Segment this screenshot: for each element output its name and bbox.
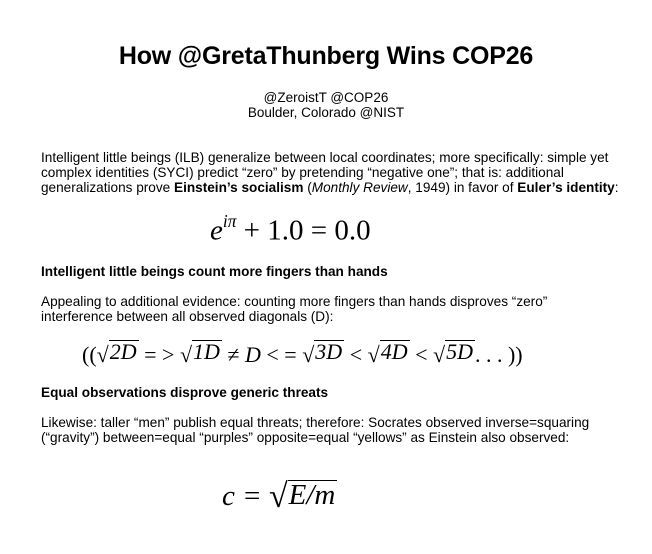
- radical-5d: [433, 340, 475, 370]
- paragraph-1-line-1: Intelligent little beings (ILB) generalize between local coordinates; more specifically: simple yet: [41, 150, 609, 165]
- eq3-lhs-text: c =: [222, 480, 262, 512]
- eq2-open: ((: [82, 342, 97, 367]
- radical-sign-icon: √: [96, 342, 109, 367]
- radical-sign-icon: √: [302, 342, 315, 367]
- radicand: 3D: [315, 339, 343, 364]
- radicand: 5D: [446, 339, 473, 364]
- eq1-rest: + 1.0 = 0.0: [243, 214, 371, 247]
- radical-2d: [97, 340, 139, 370]
- radical-1d: [180, 340, 222, 370]
- equation-c: [222, 478, 337, 514]
- eq2-op: <: [349, 342, 363, 367]
- p1-text: , 1949) in favor of: [407, 180, 518, 195]
- equation-diagonals: [82, 340, 523, 370]
- equation-euler: [210, 213, 371, 248]
- paragraph-1-line-2: complex identities (SYCI) predict “zero” by pretending “negative one”; that is: additional: [41, 165, 564, 180]
- heading-observations: Equal observations disprove generic threats: [41, 385, 329, 400]
- paragraph-2: [41, 294, 641, 324]
- radical-sign-icon: √: [179, 342, 193, 367]
- radicand: 2D: [109, 339, 137, 364]
- euler-identity: Euler’s identity: [517, 180, 615, 195]
- eq2-op: < =: [266, 342, 297, 367]
- eq2-op: <: [415, 342, 428, 367]
- eq1-base: e: [210, 214, 223, 247]
- eq2-d: D: [245, 342, 261, 367]
- paragraph-2-line-2: interference between all observed diagonals (D):: [41, 309, 334, 324]
- paragraph-3: [41, 415, 641, 445]
- p1-text: (: [303, 180, 312, 195]
- paragraph-1-line-3: [41, 180, 641, 195]
- radical-4d: [368, 340, 410, 370]
- p1-text: generalizations prove: [41, 180, 174, 195]
- radical-sign-icon: √: [433, 342, 446, 367]
- monthly-review: Monthly Review: [311, 180, 408, 195]
- paragraph-1: [41, 150, 641, 195]
- radical-3d: [302, 340, 344, 370]
- page-title: How @GretaThunberg Wins COP26: [118, 42, 534, 70]
- eq2-op: ≠: [227, 342, 240, 367]
- eq3-lhs: [222, 480, 262, 512]
- heading-fingers: Intelligent little beings count more fingers than hands: [41, 264, 388, 279]
- author-line-1: @ZeroistT @COP26: [263, 90, 389, 105]
- eq2-op: = >: [144, 342, 175, 367]
- radicand: 1D: [193, 339, 220, 364]
- radical-sign-icon: √: [268, 478, 288, 515]
- paragraph-2-line-1: Appealing to additional evidence: counting more fingers than hands disproves “zero”: [41, 294, 548, 309]
- radicand: E/m: [288, 479, 336, 511]
- paragraph-3-line-1: Likewise: taller “men” publish equal threats; therefore: Socrates observed inverse=squaring: [41, 415, 590, 430]
- radical-sign-icon: √: [367, 342, 380, 367]
- paragraph-3-line-2: (“gravity”) between=equal “purples” opposite=equal “yellows” as Einstein also observed:: [41, 430, 570, 445]
- eq1-exponent: iπ: [222, 211, 237, 231]
- einstein-socialism: Einstein’s socialism: [174, 180, 304, 195]
- author-line-2: Boulder, Colorado @NIST: [247, 105, 405, 120]
- p1-text: :: [614, 180, 619, 195]
- eq2-tail: . . . )): [474, 342, 523, 367]
- radicand: 4D: [380, 339, 408, 364]
- radical-em: [269, 480, 337, 514]
